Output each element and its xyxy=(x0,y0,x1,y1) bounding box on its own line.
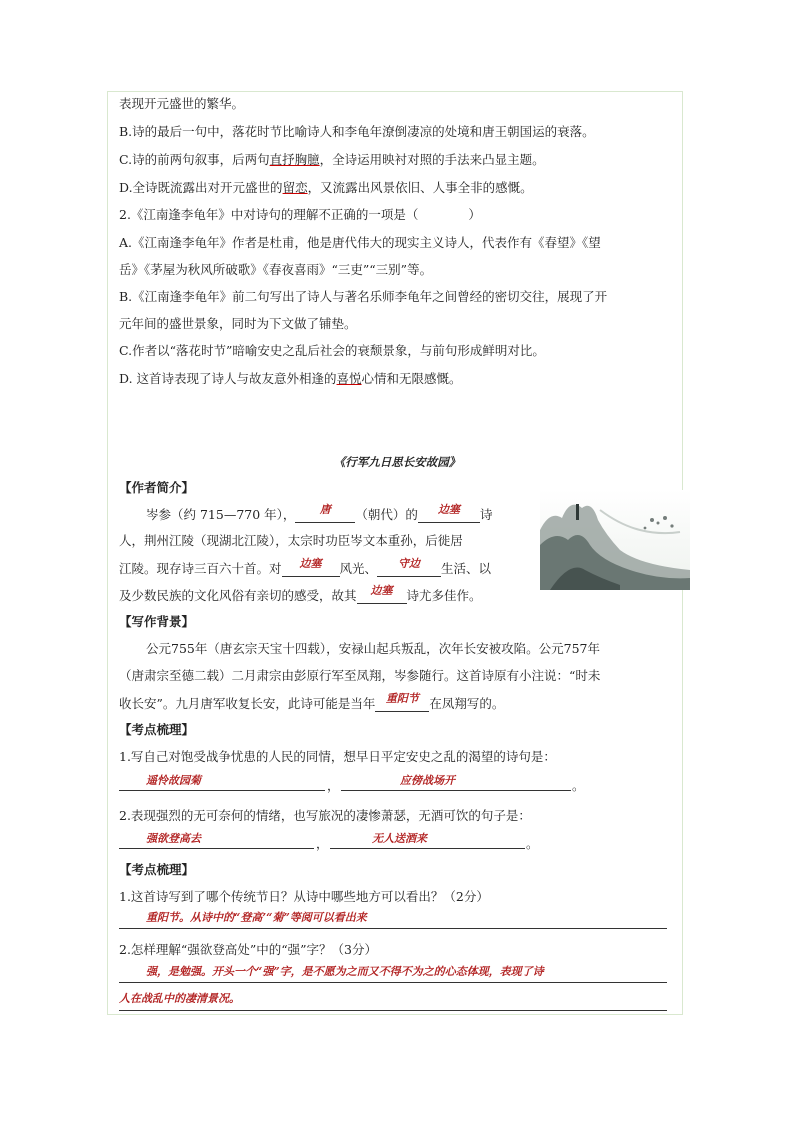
underlined-phrase: 直抒胸臆 xyxy=(269,152,320,167)
points1-question-1: 1.写自己对饱受战争忧患的人民的同情，想早日平定安史之乱的渴望的诗句是： xyxy=(119,749,556,764)
option-d: D.全诗既流露出对开元盛世的留恋，又流露出风景依旧、人事全非的感慨。 xyxy=(119,180,533,195)
option-a-continued: 表现开元盛世的繁华。 xyxy=(119,96,245,111)
q2-option-b-line2: 元年间的盛世景象，同时为下文做了铺垫。 xyxy=(119,316,357,331)
author-line-1: 岑参（约 715—770 年）， 唐 （朝代）的 边塞 诗 xyxy=(146,503,493,522)
answer-line xyxy=(341,790,571,791)
answer-scenery: 边塞 xyxy=(299,557,322,570)
q2-option-d: D. 这首诗表现了诗人与故友意外相逢的喜悦心情和无限感慨。 xyxy=(119,371,462,386)
landscape-painting-image xyxy=(540,490,690,590)
author-line-4: 及少数民族的文化风俗有亲切的感受，故其 边塞 诗尤多佳作。 xyxy=(119,584,482,603)
option-b: B.诗的最后一句中，落花时节比喻诗人和李龟年潦倒凄凉的处境和唐王朝国运的衰落。 xyxy=(119,124,595,139)
end-mark: 。 xyxy=(526,836,539,851)
answer-life: 守边 xyxy=(398,557,421,570)
option-c: C.诗的前两句叙事，后两句直抒胸臆，全诗运用映衬对照的手法来凸显主题。 xyxy=(119,152,545,167)
points2-question-1: 1.这首诗写到了哪个传统节日？从诗中哪些地方可以看出？（2分） xyxy=(119,889,489,904)
separator: ， xyxy=(327,778,340,793)
points2-q2-answer-line-1: 强，是勉强。开头一个“强”字，是不愿为之而又不得不为之的心态体现，表现了诗 xyxy=(146,965,544,978)
underlined-phrase: 留恋 xyxy=(282,180,308,195)
q2-option-c: C.作者以“落花时节”暗喻安史之乱后社会的衰颓景象，与前句形成鲜明对比。 xyxy=(119,343,545,358)
end-mark: 。 xyxy=(572,778,585,793)
answer-dynasty: 唐 xyxy=(319,503,331,516)
answer-poet-type: 边塞 xyxy=(437,503,460,516)
answer-line xyxy=(119,982,667,983)
author-heading: 【作者简介】 xyxy=(119,480,195,495)
points2-q1-answer: 重阳节。从诗中的“登高’“菊”等阅可以看出来 xyxy=(146,911,367,924)
q2-option-a-line1: A.《江南逢李龟年》作者是杜甫，他是唐代伟大的现实主义诗人，代表作有《春望》《望 xyxy=(119,235,601,250)
underlined-phrase: 喜悦 xyxy=(336,371,362,386)
points2-question-2: 2.怎样理解“强欲登高处”中的“强”字？（3分） xyxy=(119,942,377,957)
answer-poem-type: 边塞 xyxy=(370,584,393,597)
background-heading: 【写作背景】 xyxy=(119,614,195,629)
answer-line xyxy=(330,848,525,849)
question-2: 2.《江南逢李龟年》中对诗句的理解不正确的一项是（ ） xyxy=(119,207,481,222)
points2-q2-answer-line-2: 人在战乱中的凄清景况。 xyxy=(119,992,240,1005)
background-line-3: 收长安”。九月唐军收复长安，此诗可能是当年 重阳节 在凤翔写的。 xyxy=(119,692,505,711)
points1-q1-answer-2: 应傍战场开 xyxy=(400,774,455,787)
points1-q1-answer-1: 遥怜故园菊 xyxy=(146,774,201,787)
points-heading-1: 【考点梳理】 xyxy=(119,722,195,737)
poem-title: 《行军九日思长安故园》 xyxy=(333,455,461,469)
background-line-2: （唐肃宗至德二载）二月肃宗由彭原行军至凤翔，岑参随行。这首诗原有小注说：“时未 xyxy=(119,668,601,683)
q2-option-a-line2: 岳》《茅屋为秋风所破歌》《春夜喜雨》“三吏”“三别”等。 xyxy=(119,262,433,277)
background-line-1: 公元755年（唐玄宗天宝十四载），安禄山起兵叛乱，次年长安被攻陷。公元757年 xyxy=(146,641,600,656)
points1-question-2: 2.表现强烈的无可奈何的情绪，也写旅况的凄惨萧瑟，无酒可饮的句子是： xyxy=(119,808,531,823)
points1-q2-answer-1: 强欲登高去 xyxy=(146,832,201,845)
answer-festival: 重阳节 xyxy=(385,692,419,705)
answer-line xyxy=(119,1010,667,1011)
author-line-2: 人，荆州江陵（现湖北江陵），太宗时功臣岑文本重孙，后徙居 xyxy=(119,533,463,548)
author-line-3: 江陵。现存诗三百六十首。对 边塞 风光、 守边 生活、以 xyxy=(119,557,492,576)
points1-q2-answer-2: 无人送酒来 xyxy=(372,832,427,845)
answer-line xyxy=(119,928,667,929)
answer-line xyxy=(119,848,314,849)
answer-line xyxy=(119,790,325,791)
points-heading-2: 【考点梳理】 xyxy=(119,862,195,877)
q2-option-b-line1: B.《江南逢李龟年》前二句写出了诗人与著名乐师李龟年之间曾经的密切交往，展现了开 xyxy=(119,289,608,304)
separator: ， xyxy=(316,836,329,851)
